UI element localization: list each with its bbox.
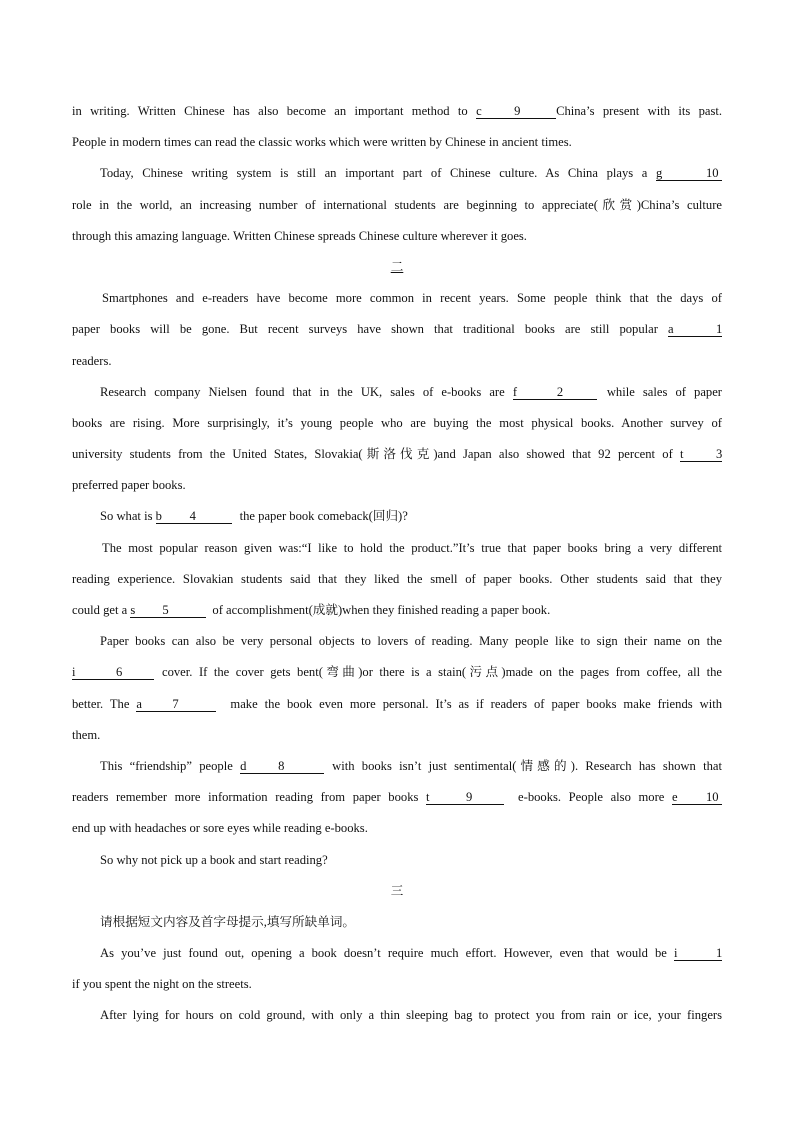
text-line xyxy=(72,96,722,127)
text: This “friendship” people xyxy=(100,758,241,773)
text-line xyxy=(72,751,722,782)
blank-1[interactable] xyxy=(668,322,722,337)
text: Paper books can also be very personal objects to lovers of reading. Many people like to sign their name on the xyxy=(100,634,722,649)
text-line xyxy=(72,283,722,314)
text-line xyxy=(72,845,722,876)
section-heading xyxy=(72,876,722,907)
text-line xyxy=(72,190,722,221)
text: them. xyxy=(72,727,101,742)
text: in writing. Written Chinese has also become an important method to xyxy=(72,104,477,118)
blank-number: 7 xyxy=(172,696,179,711)
blank-letter: i xyxy=(72,665,76,680)
blank-letter: a xyxy=(136,696,142,711)
blank-2[interactable] xyxy=(513,385,597,400)
blank-letter: s xyxy=(130,603,136,617)
text: paper books will be gone. But recent surveys have shown that traditional books are still popular xyxy=(72,322,668,337)
blank-number: 10 xyxy=(706,790,719,805)
blank-10[interactable] xyxy=(656,166,722,181)
text-line xyxy=(72,626,722,657)
blank-number: 5 xyxy=(162,603,169,617)
text: Research company Nielsen found that in the UK, sales of e-books are xyxy=(100,384,513,399)
text-line xyxy=(72,969,722,1000)
text: university students from the United States, Slovakia(斯洛伐克)and Japan also showed that 92 percent of xyxy=(72,447,680,462)
blank-number: 1 xyxy=(716,322,722,337)
text-line xyxy=(72,564,722,595)
blank-number: 6 xyxy=(116,665,123,680)
text: e-books. People also more xyxy=(518,790,672,805)
blank-number: 1 xyxy=(716,946,722,961)
text: readers. xyxy=(72,353,112,368)
blank-10b[interactable] xyxy=(672,790,722,805)
passage-text xyxy=(72,96,722,1032)
blank-letter: f xyxy=(512,384,518,399)
blank-number: 4 xyxy=(189,509,196,524)
blank-6[interactable] xyxy=(72,665,154,680)
text: preferred paper books. xyxy=(72,478,186,493)
text: while sales of paper xyxy=(606,384,722,399)
text-line xyxy=(72,1000,722,1031)
text-line xyxy=(72,782,722,813)
blank-number: 8 xyxy=(278,758,285,773)
text-line xyxy=(72,657,722,688)
text: through this amazing language. Written Chinese spreads Chinese culture wherever it goes. xyxy=(72,228,527,243)
blank-letter: g xyxy=(656,166,663,181)
blank-number: 9 xyxy=(466,790,473,805)
text: with books isn’t just sentimental(情感的). Research has shown that xyxy=(332,758,722,773)
text: books are rising. More surprisingly, it’s young people who are buying the most physical books. Another survey of xyxy=(72,415,722,430)
text: Smartphones and e-readers have become more common in recent years. Some people think that the days of xyxy=(102,291,722,306)
text: The most popular reason given was:“I like to hold the product.”It’s true that paper books bring a very different xyxy=(102,540,722,555)
blank-number: 10 xyxy=(706,166,719,181)
text: make the book even more personal. It’s as if readers of paper books make friends with xyxy=(230,696,722,711)
text: better. The xyxy=(72,696,137,711)
text-line xyxy=(72,689,722,720)
blank-number: 3 xyxy=(716,447,722,462)
text: cover. If the cover gets bent(弯曲)or there is a stain(污点)made on the pages from coffee, all the xyxy=(162,665,722,680)
text: As you’ve just found out, opening a book doesn’t require much effort. However, even that would be xyxy=(100,946,674,961)
blank-letter: a xyxy=(668,322,674,337)
blank-3[interactable] xyxy=(680,447,722,462)
text: if you spent the night on the streets. xyxy=(72,977,252,992)
text: of accomplishment(成就)when they finished reading a paper book. xyxy=(212,603,551,617)
section-heading-text: 二 xyxy=(390,259,404,274)
text: could get a xyxy=(72,603,131,617)
text: After lying for hours on cold ground, with only a thin sleeping bag to protect you from rain or ice, your fingers xyxy=(100,1008,722,1023)
section-heading-text: 三 xyxy=(390,883,404,898)
text-line xyxy=(72,127,722,158)
blank-number: 2 xyxy=(556,384,564,399)
blank-letter: b xyxy=(155,509,162,524)
text: 请根据短文内容及首字母提示,填写所缺单词。 xyxy=(100,914,356,929)
instruction-line xyxy=(72,907,722,938)
text-line xyxy=(72,377,722,408)
blank-1b[interactable] xyxy=(674,946,722,961)
section-heading xyxy=(72,252,722,283)
blank-letter: t xyxy=(680,447,684,462)
blank-8[interactable] xyxy=(240,759,324,774)
text-line xyxy=(72,158,722,189)
blank-letter: d xyxy=(240,758,247,773)
blank-letter: c xyxy=(476,104,482,118)
text-line xyxy=(72,720,722,751)
text-line xyxy=(72,813,722,844)
text: readers remember more information reading from paper books xyxy=(72,790,427,805)
blank-5[interactable] xyxy=(130,603,206,618)
text-line xyxy=(72,221,722,252)
text: People in modern times can read the classic works which were written by Chinese in ancient times. xyxy=(72,135,572,150)
text: So what is xyxy=(100,509,156,524)
text-line xyxy=(72,595,722,626)
blank-letter: t xyxy=(426,790,430,805)
text-line xyxy=(72,938,722,969)
text: the paper book comeback(回归)? xyxy=(239,509,408,524)
blank-4[interactable] xyxy=(156,509,232,524)
text-line xyxy=(72,314,722,345)
text-line xyxy=(72,533,722,564)
text: Today, Chinese writing system is still an important part of Chinese culture. As China plays a xyxy=(100,166,656,181)
blank-9[interactable] xyxy=(476,104,556,119)
text: role in the world, an increasing number of international students are beginning to appreciate(欣赏)China’s culture xyxy=(72,197,722,212)
text: reading experience. Slovakian students said that they liked the smell of paper books. Other students said that they xyxy=(72,571,722,586)
text: So why not pick up a book and start reading? xyxy=(100,852,328,867)
blank-7[interactable] xyxy=(136,697,216,712)
blank-9b[interactable] xyxy=(426,790,504,805)
text-line xyxy=(72,439,722,470)
text-line xyxy=(72,501,722,532)
text: China’s present with its past. xyxy=(556,104,722,118)
blank-number: 9 xyxy=(514,104,521,118)
text-line xyxy=(72,408,722,439)
text-line xyxy=(72,470,722,501)
text: end up with headaches or sore eyes while reading e-books. xyxy=(72,821,368,836)
text-line xyxy=(72,346,722,377)
blank-letter: i xyxy=(674,946,678,961)
blank-letter: e xyxy=(672,790,678,805)
